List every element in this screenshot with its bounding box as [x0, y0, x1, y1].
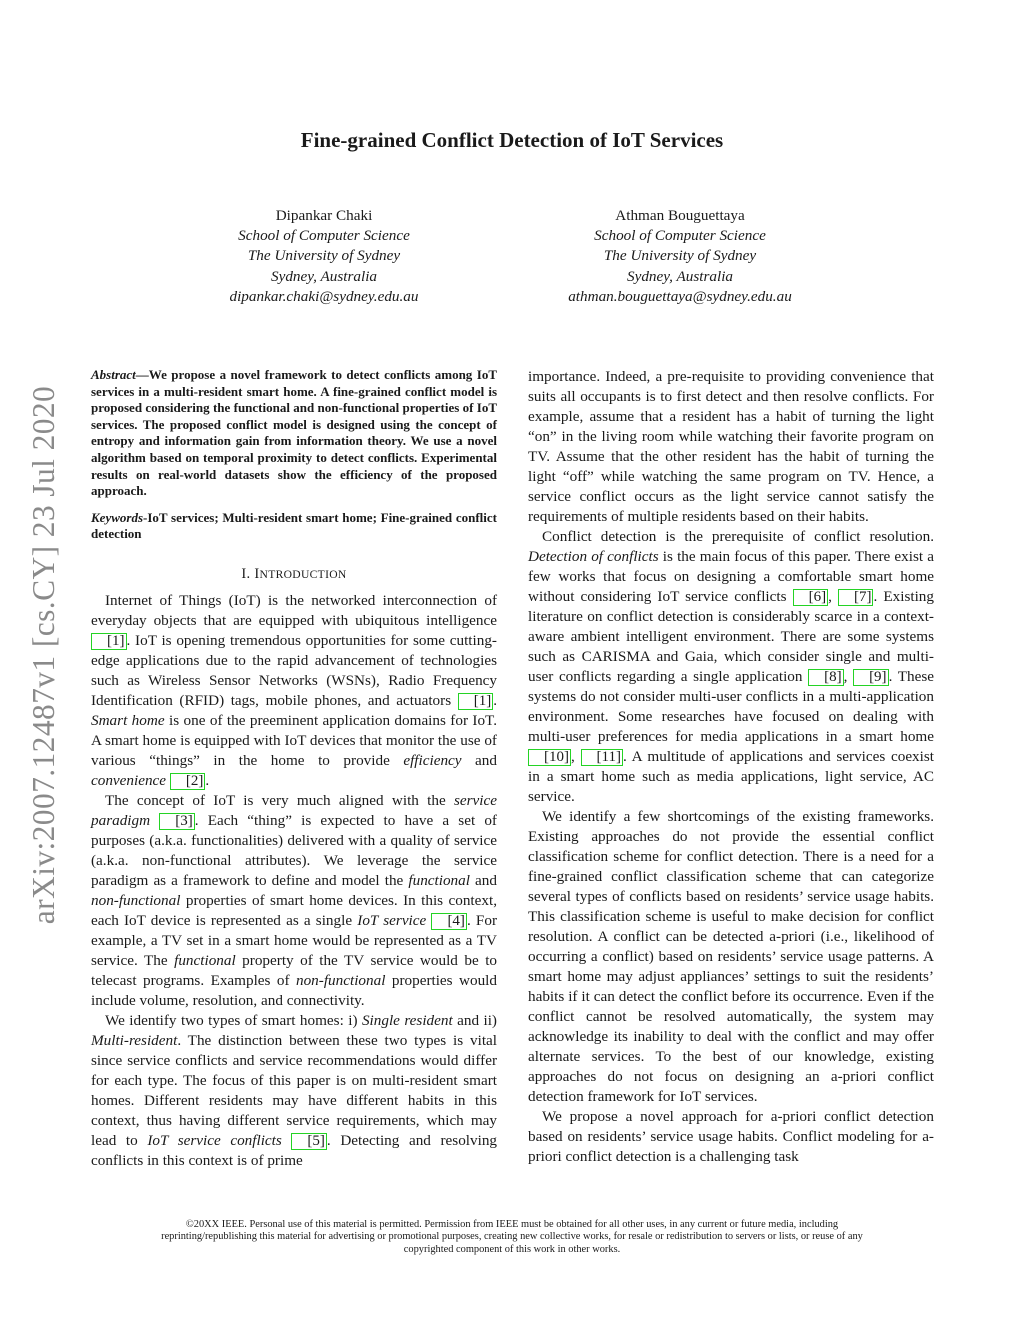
body-paragraph — [91, 791, 497, 1011]
citation-link[interactable]: [5] — [291, 1133, 327, 1150]
text-run: and ii) — [452, 1011, 497, 1029]
section-initial: I — [254, 565, 260, 582]
text-run: We identify a few shortcomings of the existing frameworks. Existing approaches do not provide the essential conflict classification scheme for conflict detection. There is a need for a fine-grained conflict classification scheme that can categorize several types of conflicts based on residents’ service usage habits. This classification scheme is useful to make decision for conflict resolution. A conflict can be detected a-priori (i.e., likelihood of occurring a conflict) based on residents’ service usage patterns. A smart home may adjust appliances’ settings to suit the residents’ habits if it can detect the conflict before its occurrence. Even if the conflict cannot be resolved automatically, the system may acknowledge its inability to deal with the conflict and may offer alternate services. To the best of our knowledge, existing approaches do not focus on designing an a-priori conflict detection framework for IoT services. — [528, 808, 934, 1105]
citation-link[interactable]: [11] — [581, 749, 623, 766]
text-run: importance. Indeed, a pre-requisite to providing convenience that suits all occupants is to first detect and then resolve conflicts. For example, assume that a resident has a habit of turning the light “on” in the living room while watching their favorite program on TV. Assume that the other resident has the habit of turning the light “off” while watching the same program on TV. Hence, a service conflict occurs as the light service cannot satisfy the requirements of multiple residents based on their habits. — [528, 368, 934, 525]
emphasis: Single resident — [361, 1011, 453, 1029]
arxiv-identifier: arXiv:2007.12487v1 [cs.CY] 23 Jul 2020 — [26, 385, 61, 925]
emphasis: efficiency — [403, 751, 462, 769]
left-column — [91, 367, 497, 1171]
emphasis: functional — [174, 951, 236, 969]
emphasis: Detection of conflicts — [528, 548, 659, 565]
abstract-lead: Abstract — [91, 367, 136, 382]
paper-title: Fine-grained Conflict Detection of IoT Services — [300, 128, 724, 152]
author-university: The University of Sydney — [247, 247, 401, 265]
author-email[interactable]: dipankar.chaki@sydney.edu.au — [229, 287, 419, 305]
body-paragraph — [528, 527, 934, 807]
footer-line: ©20XX IEEE. Personal use of this material is permitted. Permission from IEEE must be obtained for all other uses, in any current or future media, including — [185, 1219, 839, 1230]
footer-line: copyrighted component of this work in other works. — [403, 1243, 621, 1255]
keywords-lead: Keywords — [91, 509, 143, 525]
abstract-text: —We propose a novel framework to detect conflicts among IoT services in a multi-resident smart home. A fine-grained conflict model is proposed considering the functional and non-functional properties of IoT services. The proposed conflict model is designed using the concept of entropy and information gain from information theory. We use a novel algorithm based on temporal proximity to detect conflicts. Experimental results on real-world datasets show the efficiency of the proposed approach. — [91, 367, 497, 499]
citation-link[interactable]: [10] — [528, 749, 571, 766]
emphasis: Smart home — [91, 711, 165, 729]
text-run: , — [843, 668, 854, 685]
author-location: Sydney, Australia — [626, 267, 734, 285]
author-location: Sydney, Australia — [270, 267, 378, 285]
section-heading — [91, 566, 497, 583]
text-run: The concept of IoT is very much aligned with the — [105, 791, 454, 809]
citation-link[interactable]: [7] — [838, 589, 874, 606]
emphasis: non-functional — [91, 891, 181, 909]
citation-link[interactable]: [8] — [808, 669, 844, 686]
keywords-text: -IoT services; Multi-resident smart home; Fine-grained conflict detection — [91, 509, 497, 542]
abstract — [91, 367, 497, 500]
body-paragraph — [528, 1107, 934, 1167]
text-run: We propose a novel approach for a-priori conflict detection based on residents’ service usage habits. Conflict modeling for a-priori conflict detection is a challenging task — [528, 1108, 934, 1165]
copyright-footer — [100, 1219, 924, 1256]
text-run: . — [205, 771, 210, 789]
section-number: I. — [241, 565, 255, 582]
text-run: , — [571, 748, 581, 765]
text-run: . For example, a TV set in a smart home would be represented as a TV service. The — [91, 911, 498, 969]
body-paragraph — [528, 367, 934, 527]
text-run: is the main focus of this paper. There exist a few works that focus on designing a comfortable smart home without considering IoT service conflicts — [528, 548, 934, 605]
citation-link[interactable]: [1] — [91, 633, 127, 650]
citation-link[interactable]: [9] — [853, 669, 889, 686]
emphasis: non-functional — [295, 971, 386, 989]
text-run: property of the TV service would be to telecast programs. Examples of — [91, 951, 498, 989]
emphasis: convenience — [91, 771, 167, 789]
citation-link[interactable]: [6] — [793, 589, 829, 606]
text-run: is one of the preeminent application domains for IoT. A smart home is equipped with IoT devices that monitor the use of various “things” in the home to provide — [91, 711, 498, 769]
author-name: Dipankar Chaki — [275, 207, 373, 224]
text-run: properties would include volume, resolution, and connectivity. — [91, 971, 497, 1009]
text-run: . — [493, 691, 497, 709]
emphasis: IoT service conflicts — [147, 1131, 282, 1149]
author-block — [530, 206, 830, 307]
text-run: We identify two types of smart homes: i) — [105, 1011, 362, 1029]
author-block — [174, 206, 474, 307]
text-run: Conflict detection is the prerequisite of conflict resolution. — [542, 528, 934, 545]
author-name: Athman Bouguettaya — [615, 207, 745, 224]
text-run — [282, 1132, 292, 1149]
author-school: School of Computer Science — [238, 227, 410, 245]
text-run: . A multitude of applications and services coexist in a smart home such as media applications, light service, AC service. — [528, 748, 935, 805]
text-run: . These systems do not consider multi-user conflicts in a multi-application environment. Some researches have focused on dealing with multi-user preferences for media applications in a smart home — [528, 668, 934, 745]
emphasis: Multi-resident — [91, 1031, 178, 1049]
citation-link[interactable]: [2] — [170, 773, 206, 790]
body-paragraph — [528, 807, 934, 1107]
footer-line: reprinting/republishing this material for advertising or promotional purposes, creating new collective works, for resale or redistribution to servers or lists, or reuse of any — [161, 1231, 863, 1243]
right-column — [528, 367, 934, 1167]
text-run: , — [828, 588, 838, 605]
citation-link[interactable]: [3] — [159, 813, 195, 830]
text-run — [150, 812, 159, 829]
text-run: . IoT is opening tremendous opportunities for some cutting-edge applications due to the rapid advancement of technologies such as Wireless Sensor Networks (WSNs), Radio Frequency Identification (RFID) tags, mobile phones, and actuators — [91, 631, 497, 709]
text-run: . Detecting and resolving conflicts in this context is of prime — [91, 1131, 498, 1169]
author-email[interactable]: athman.bouguettaya@sydney.edu.au — [568, 287, 792, 305]
emphasis: functional — [408, 871, 470, 889]
text-run: . Each “thing” is expected to have a set of purposes (a.k.a. functionalities) delivered with a quality of service (a.k.a. non-functional attributes). We leverage the service paradigm as a framework to define and model the — [91, 811, 497, 889]
text-run: . Existing literature on conflict detection is considerably scarce in a context-aware ambient intelligent environment. There are some systems such as CARISMA and Gaia, which consider single and multi-user conflicts regarding a single application — [528, 588, 934, 685]
text-run: properties of smart home devices. In this context, each IoT device is represented as a single — [91, 891, 497, 929]
keywords — [91, 510, 497, 543]
text-run: Internet of Things (IoT) is the networked interconnection of everyday objects that are equipped with ubiquitous intelligence — [91, 591, 497, 629]
author-university: The University of Sydney — [603, 247, 757, 265]
text-run: and — [461, 751, 497, 769]
citation-link[interactable]: [4] — [431, 913, 467, 930]
emphasis: service paradigm — [91, 791, 497, 829]
citation-link[interactable]: [1] — [458, 693, 494, 710]
section-title-rest: NTRODUCTION — [259, 567, 347, 581]
body-paragraph — [91, 1011, 497, 1171]
emphasis: IoT service — [357, 911, 427, 929]
author-school: School of Computer Science — [594, 227, 766, 245]
text-run: and — [469, 871, 497, 889]
text-run: . The distinction between these two types is vital since service conflicts and service recommendations would differ for each type. The focus of this paper is on multi-resident smart homes. Different residents may have different habits in this context, thus having different service requirements, which may lead to — [91, 1031, 497, 1149]
body-paragraph — [91, 591, 497, 791]
